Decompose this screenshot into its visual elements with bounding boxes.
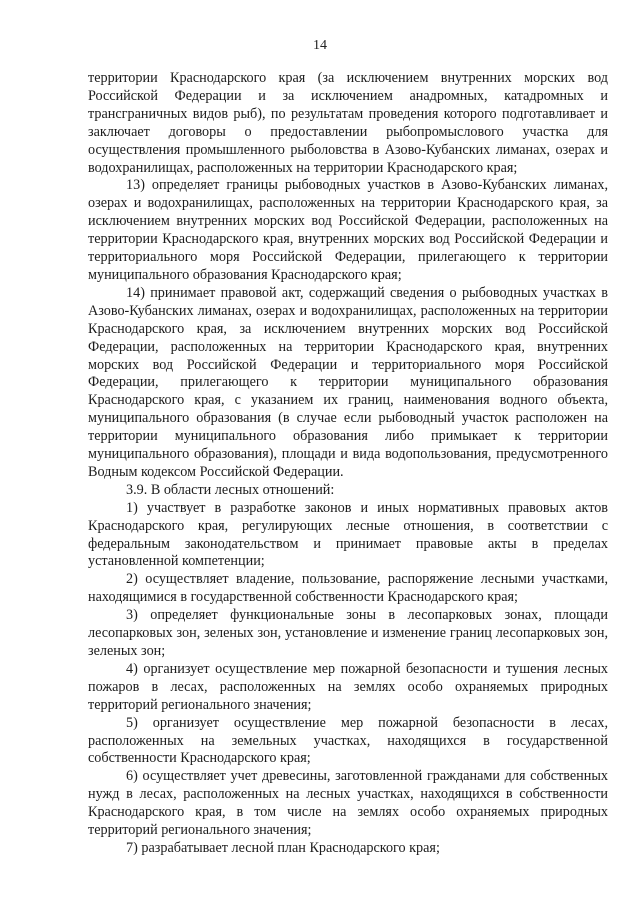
paragraph-item-1: 1) участвует в разработке законов и иных нормативных правовых актов Краснодарского края, регулирующих лесные отношения, в соответствии с федеральным законодательством и принимает правовые акты в пределах установленной компетенции; bbox=[88, 499, 608, 570]
paragraph-item-3: 3) определяет функциональные зоны в лесопарковых зонах, площади лесопарковых зон, зеленых зон, установление и изменение границ лесопарковых зон, зеленых зон; bbox=[88, 607, 608, 659]
document-body bbox=[88, 70, 608, 858]
paragraph-item-13: 13) определяет границы рыбоводных участков в Азово-Кубанских лиманах, озерах и водохранилищах, расположенных на территории Краснодарского края, за исключением внутренних морских вод Российской Федерации, расположенных на территории Краснодарского края, внутренних морских вод Российской Федерации и территориального моря Российской Федерации, прилегающего к территории муниципального образования Краснодарского края; bbox=[88, 177, 608, 283]
paragraph-item-7: 7) разрабатывает лесной план Краснодарского края; bbox=[126, 839, 440, 856]
paragraph-item-2: 2) осуществляет владение, пользование, распоряжение лесными участками, находящимися в государственной собственности Краснодарского края; bbox=[88, 571, 608, 606]
paragraph-item-14: 14) принимает правовой акт, содержащий сведения о рыбоводных участках в Азово-Кубанских лиманах, озерах и водохранилищах, расположенных на территории Краснодарского края, за исключением внутренних морских вод Российской Федерации, расположенных на территории Краснодарского края, внутренних морских вод Российской Федерации и территориального моря Российской Федерации, прилегающего к территории муниципального образования Краснодарского края, с указанием их границ, наименования водного объекта, муниципального образования (в случае если рыбоводный участок расположен на территории муниципального образования либо примыкает к территории муниципального образования), площади и вида водопользования, предусмотренного Водным кодексом Российской Федерации. bbox=[88, 284, 608, 480]
paragraph-item-5: 5) организует осуществление мер пожарной безопасности в лесах, расположенных на земельных участках, находящихся в государственной собственности Краснодарского края; bbox=[88, 714, 608, 767]
section-heading-3-9: 3.9. В области лесных отношений: bbox=[126, 481, 335, 498]
paragraph-continuation: территории Краснодарского края (за исключением внутренних морских вод Российской Федерации и за исключением анадромных, катадромных и трансграничных видов рыб), по результатам проведения которого подготавливает и заключает договоры о предоставлении рыбопромыслового участка для осуществления промышленного рыболовства в Азово-Кубанских лиманах, озерах и водохранилищах, расположенных на территории Краснодарского края; bbox=[88, 70, 608, 176]
page-number: 14 bbox=[313, 38, 327, 53]
paragraph-item-6: 6) осуществляет учет древесины, заготовленной гражданами для собственных нужд в лесах, расположенных на лесных участках, находящихся в собственности Краснодарского края, в том числе на землях особо охраняемых природных территорий регионального значения; bbox=[88, 768, 608, 839]
paragraph-item-4: 4) организует осуществление мер пожарной безопасности и тушения лесных пожаров в лесах, расположенных на землях особо охраняемых природных территорий регионального значения; bbox=[88, 660, 608, 713]
